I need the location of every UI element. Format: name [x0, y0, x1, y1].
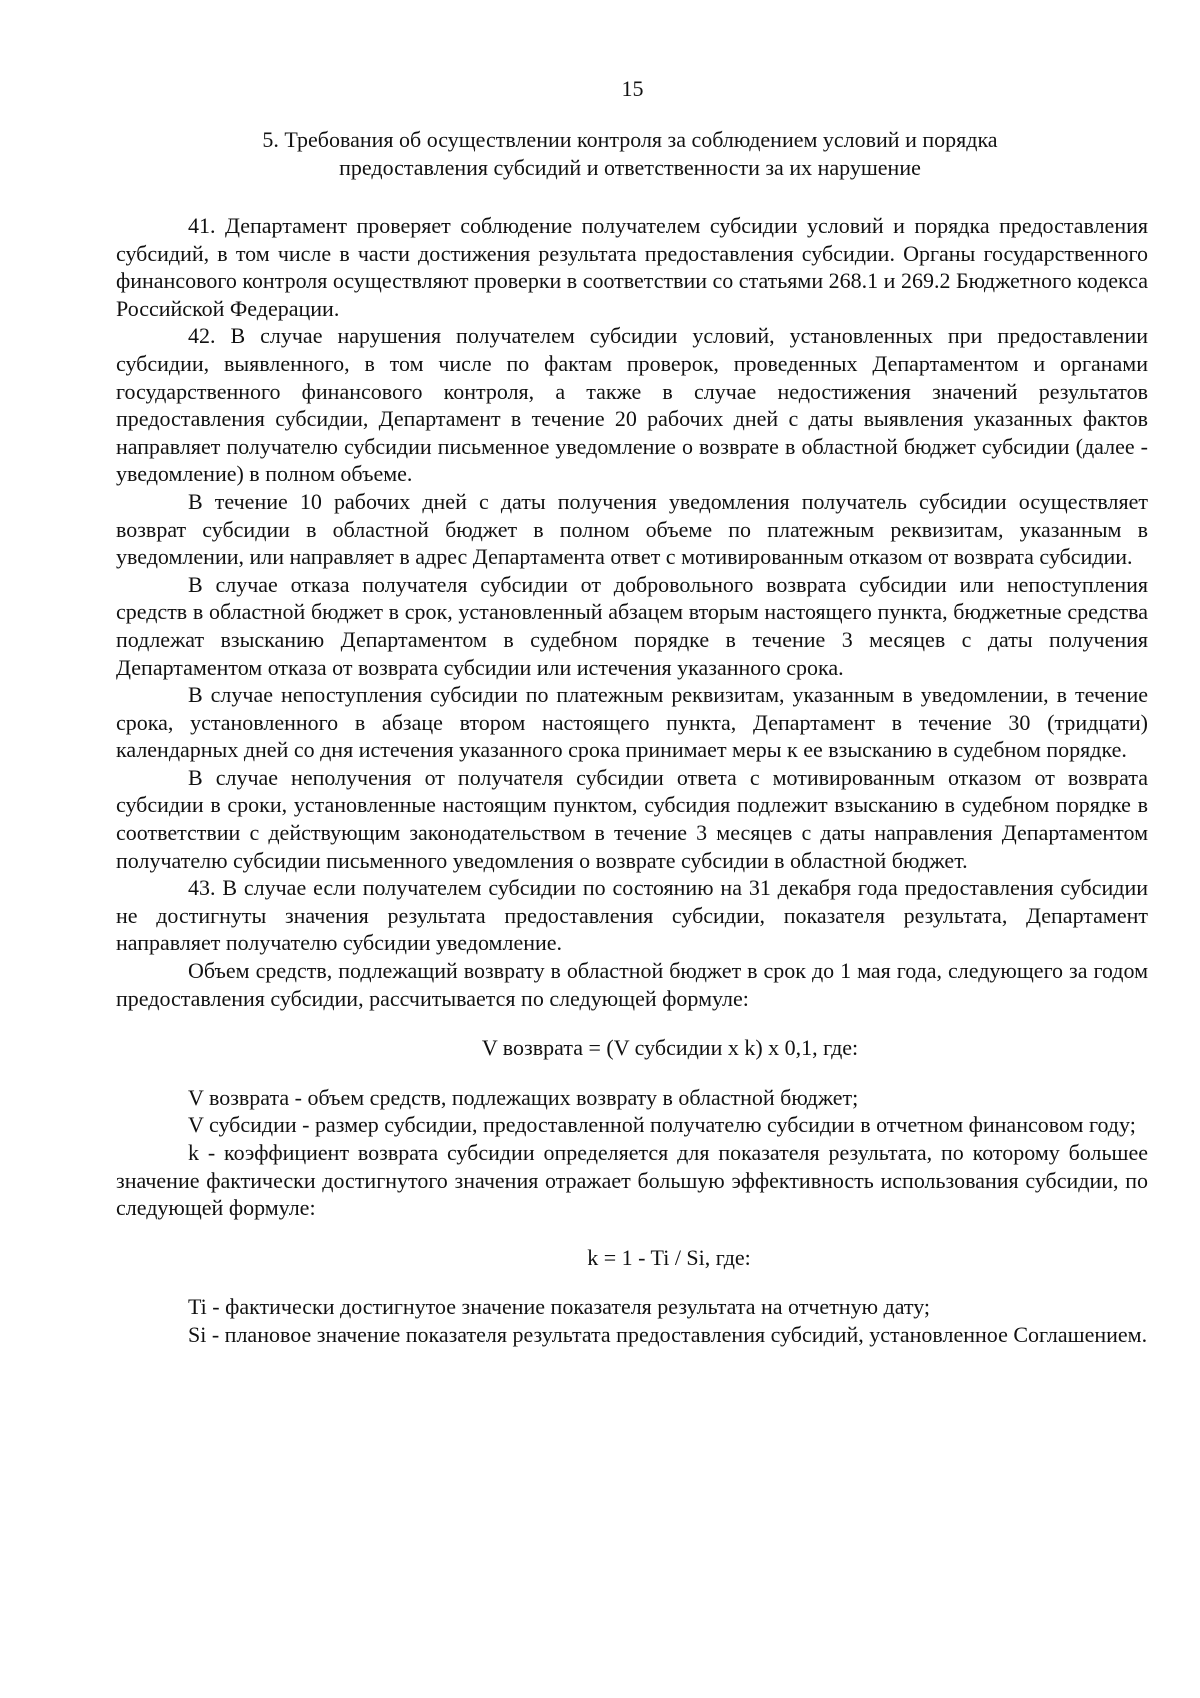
definition-v-subsidy: V субсидии - размер субсидии, предоставленной получателю субсидии в отчетном финансовом году; — [188, 1112, 1136, 1138]
paragraph-43-volume: Объем средств, подлежащий возврату в областной бюджет в срок до 1 мая года, следующего за годом предоставления субсидии, рассчитывается по следующей формуле: — [116, 958, 1148, 1011]
formula-k: k = 1 - Ti / Si, где: — [587, 1244, 751, 1270]
paragraph-42-refusal: В случае отказа получателя субсидии от добровольного возврата субсидии или непоступления средств в областной бюджет в срок, установленный абзацем вторым настоящего пункта, бюджетные средства подлежат взысканию Департаментом в судебном порядке в течение 3 месяцев с даты получения Департаментом отказа от возврата субсидии или истечения указанного срока. — [116, 571, 1148, 680]
definition-k: k - коэффициент возврата субсидии определяется для показателя результата, по которому большее значение фактически достигнутого значения отражает большую эффективность использования субсидии, по следующей формуле: — [116, 1140, 1148, 1221]
definition-ti: Ti - фактически достигнутое значение показателя результата на отчетную дату; — [188, 1294, 931, 1320]
section-title — [140, 126, 1120, 182]
section-title-line-2: предоставления субсидий и ответственности за их нарушение — [339, 155, 921, 180]
paragraph-41: 41. Департамент проверяет соблюдение получателем субсидии условий и порядка предоставления субсидий, в том числе в части достижения результата предоставления субсидии. Органы государственного финансового контроля осуществляют проверки в соответствии со статьями 268.1 и 269.2 Бюджетного кодекса Российской Федерации. — [116, 213, 1148, 321]
paragraph-42-non-receipt: В случае непоступления субсидии по платежным реквизитам, указанным в уведомлении, в течение срока, установленного в абзаце втором настоящего пункта, Департамент в течение 30 (тридцати) календарных дней со дня истечения указанного срока принимает меры к ее взысканию в судебном порядке. — [116, 682, 1148, 763]
formula-v-return: V возврата = (V субсидии x k) x 0,1, где: — [481, 1035, 859, 1061]
document-body — [116, 212, 1148, 1349]
paragraph-42-no-answer: В случае неполучения от получателя субсидии ответа с мотивированным отказом от возврата субсидии в сроки, установленные настоящим пунктом, субсидия подлежит взысканию в судебном порядке в соответствии с действующим законодательством в течение 3 месяцев с даты направления Департаментом получателю субсидии письменного уведомления о возврате субсидии в областной бюджет. — [116, 764, 1148, 873]
page-number: 15 — [621, 76, 644, 101]
paragraph-43: 43. В случае если получателем субсидии по состоянию на 31 декабря года предоставления субсидии не достигнуты значения результата предоставления субсидии, показателя результата, Департамент направляет получателю субсидии уведомление. — [116, 875, 1148, 956]
section-title-line-1: 5. Требования об осуществлении контроля за соблюдением условий и порядка — [262, 127, 998, 152]
paragraph-42: 42. В случае нарушения получателем субсидии условий, установленных при предоставлении субсидии, выявленного, в том числе по фактам проверок, проведенных Департаментом и органами государственного финансового контроля, а также в случае недостижения значений результатов предоставления субсидии, Департамент в течение 20 рабочих дней с даты выявления указанных фактов направляет получателю субсидии письменное уведомление о возврате в областной бюджет субсидии (далее - уведомление) в полном объеме. — [116, 323, 1148, 487]
paragraph-42-return-term: В течение 10 рабочих дней с даты получения уведомления получатель субсидии осуществляет возврат субсидии в областной бюджет в полном объеме по платежным реквизитам, указанным в уведомлении, или направляет в адрес Департамента ответ с мотивированным отказом от возврата субсидии. — [116, 488, 1148, 570]
definition-si: Si - плановое значение показателя результата предоставления субсидий, установленное Соглашением. — [188, 1321, 1148, 1347]
definition-v-return: V возврата - объем средств, подлежащих возврату в областной бюджет; — [188, 1084, 859, 1110]
